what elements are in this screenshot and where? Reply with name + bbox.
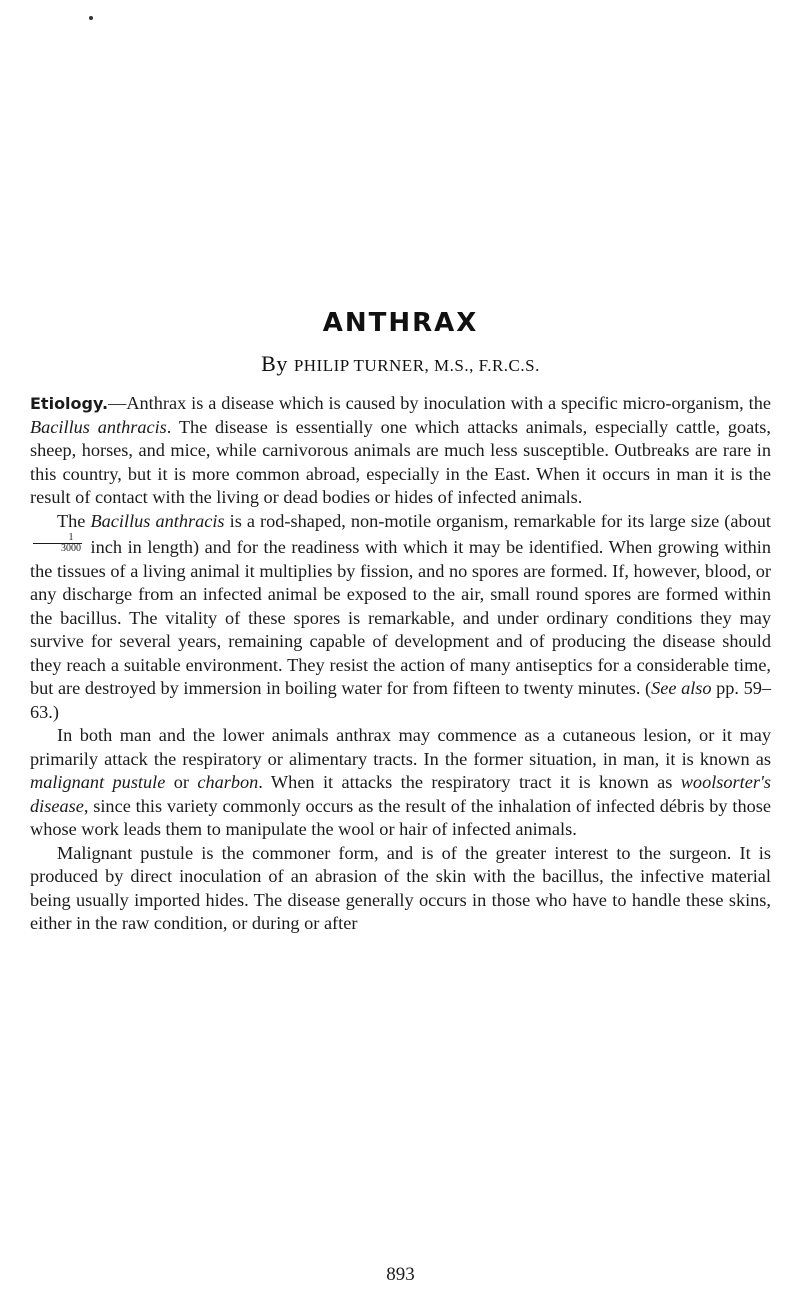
section-heading-etiology: Etiology.	[30, 394, 109, 413]
fraction-numerator: 1	[33, 533, 82, 544]
term-charbon: charbon	[197, 772, 259, 792]
paragraph-text: is a rod-shaped, non-motile organism, remarkable for its large size (about	[224, 510, 771, 531]
term-malignant-pustule: malignant pustule	[30, 772, 166, 792]
paragraph-text: —Anthrax is a disease which is caused by inoculation with a specific micro-organism, the	[108, 393, 771, 413]
paragraph-text: . When it attacks the respiratory tract it is known as	[258, 772, 681, 792]
paragraph-text: , since this variety commonly occurs as the result of the inhalation of infected débris by those whose work leads them to manipulate the wool or hair of infected animals.	[30, 795, 771, 839]
ink-speck	[89, 16, 93, 20]
article-body	[30, 392, 771, 936]
author-byline	[30, 351, 771, 377]
organism-name: Bacillus anthracis	[30, 416, 167, 437]
byline-prefix: By	[261, 351, 288, 376]
paragraph-forms	[30, 724, 771, 842]
author-name: PHILIP TURNER, M.S., F.R.C.S.	[293, 356, 540, 375]
paragraph-text: pp. 59–63.)	[30, 678, 771, 722]
paragraph-text: inch in length) and for the readiness with which it may be identified. When growing within the tissues of a living animal it multiplies by fission, and no spores are formed. If, however, blood, or any discharge from an infected animal be exposed to the air, small round spores are formed within the bacillus. The vitality of these spores is remarkable, and under ordinary conditions they may survive for several years, remaining capable of development and of producing the disease should they reach a suitable environment. They resist the action of many antiseptics for a considerable time, but are destroyed by immersion in boiling water for from fifteen to twenty minutes. (	[30, 537, 771, 698]
size-fraction	[33, 533, 82, 554]
paragraph-text: The	[57, 510, 91, 531]
organism-name: Bacillus anthracis	[90, 510, 225, 531]
article-title: ANTHRAX	[322, 308, 479, 338]
paragraph-text: or	[165, 772, 198, 792]
paragraph-malignant-pustule: Malignant pustule is the commoner form, and is of the greater interest to the surgeon. It is produced by direct inoculation of an abrasion of the skin with the bacillus, the infective material being usually imported hides. The disease generally occurs in those who have to handle these skins, either in the raw condition, or during or after	[30, 842, 771, 933]
cross-reference: See also	[651, 678, 712, 698]
paragraph-text: In both man and the lower animals anthrax may commence as a cutaneous lesion, or it may primarily attack the respiratory or alimentary tracts. In the former situation, in man, it is known as	[30, 725, 771, 769]
page-number: 893	[386, 1264, 415, 1285]
fraction-denominator: 3000	[61, 543, 81, 554]
paragraph-etiology	[30, 392, 771, 510]
book-page	[30, 0, 771, 1304]
paragraph-text: . The disease is essentially one which attacks animals, especially cattle, goats, sheep, horses, and mice, while carnivorous animals are much less susceptible. Outbreaks are rare in this country, but it is more common abroad, especially in the East. When it occurs in man it is the result of contact with the living or dead bodies or hides of infected animals.	[30, 416, 771, 507]
term-woolsorters-disease: woolsorter's disease	[30, 772, 771, 816]
paragraph-bacillus	[30, 510, 771, 725]
